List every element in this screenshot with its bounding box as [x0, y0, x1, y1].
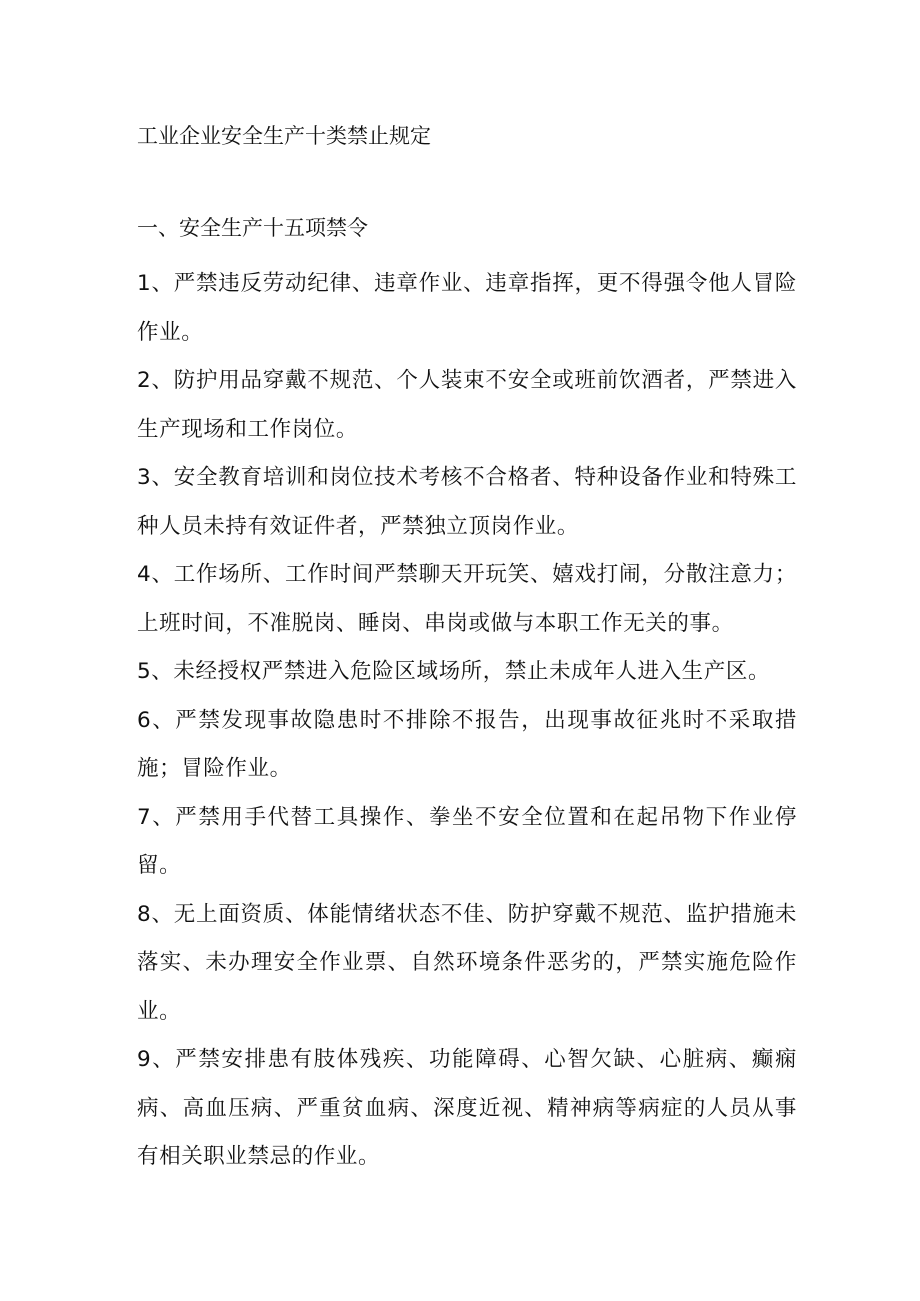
- section-heading: 一、安全生产十五项禁令: [137, 216, 368, 240]
- rule-item: 4、工作场所、工作时间严禁聊天开玩笑、嬉戏打闹，分散注意力；上班时间，不准脱岗、睡岗、串岗或做与本职工作无关的事。: [137, 562, 797, 636]
- rule-item: 7、严禁用手代替工具操作、拳坐不安全位置和在起吊物下作业停留。: [137, 804, 797, 878]
- rule-item: 2、防护用品穿戴不规范、个人装束不安全或班前饮酒者，严禁进入生产现场和工作岗位。: [137, 368, 797, 442]
- rule-item: 5、未经授权严禁进入危险区域场所，禁止未成年人进入生产区。: [137, 659, 771, 684]
- rule-item: 8、无上面资质、体能情绪状态不佳、防护穿戴不规范、监护措施未落实、未办理安全作业票、自然环境条件恶劣的，严禁实施危险作业。: [137, 901, 797, 1024]
- document-title: 工业企业安全生产十类禁止规定: [137, 124, 431, 148]
- rule-item: 6、严禁发现事故隐患时不排除不报告，出现事故征兆时不采取措施；冒险作业。: [137, 707, 797, 781]
- rule-item: 1、严禁违反劳动纪律、违章作业、违章指挥，更不得强令他人冒险作业。: [137, 271, 797, 345]
- rule-item: 9、严禁安排患有肢体残疾、功能障碍、心智欠缺、心脏病、癫痫病、高血压病、严重贫血病、深度近视、精神病等病症的人员从事有相关职业禁忌的作业。: [137, 1047, 797, 1169]
- rules-list: [137, 260, 797, 1182]
- rule-item: 3、安全教育培训和岗位技术考核不合格者、特种设备作业和特殊工种人员未持有效证件者，严禁独立顶岗作业。: [137, 465, 797, 539]
